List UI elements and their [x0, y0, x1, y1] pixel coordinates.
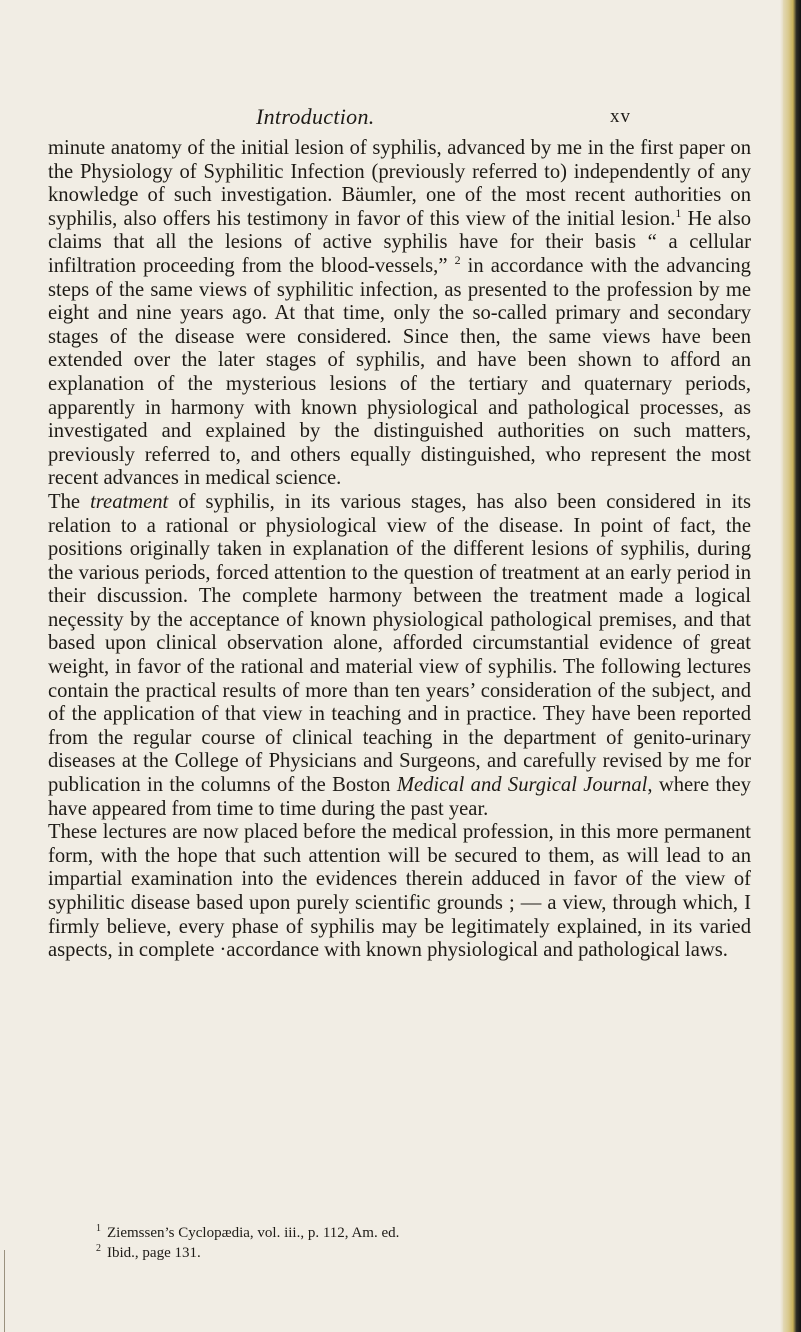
footnotes: [96, 1223, 696, 1263]
text-segment: , where they have appeared from time to time during the past year.: [48, 774, 751, 820]
text-segment: The: [48, 490, 91, 513]
paragraph: [48, 491, 751, 821]
text-segment: These lectures are now placed before the medical profession, in this more permanent form, with the hope that such attention will be secured to them, as will lead to an impartial examination into the evidences therein adduced in favor of the view of syphilitic disease based upon purely scientific grounds ; — a view, through which, I firmly believe, every phase of syphilis may be legitimately explained, in its varied aspects, in complete ·accordance with known physiological and pathological laws.: [48, 821, 751, 962]
text-segment: minute anatomy of the initial lesion of syphilis, advanced by me in the first paper on the Physiology of Syphilitic Infection (previously referred to) independently of any knowledge of such investigation. Bäumler, one of the most recent authorities on syphilis, also offers his testimony in favor of this view of the initial lesion.: [48, 137, 751, 230]
text-segment: He also claims that all the lesions of active syphilis have for their basis “ a cellular infiltration proceeding from the blood-vessels,”: [48, 207, 752, 277]
footnote-reference: 2: [454, 253, 461, 268]
running-head: [0, 104, 801, 134]
book-spine: [783, 0, 801, 1332]
text-segment: of syphilis, in its various stages, has also been considered in its relation to a rational or physiological view of the disease. In point of fact, the positions originally taken in explanation of the different lesions of syphilis, during the various periods, forced attention to the question of treatment at an early period in their discussion. The complete harmony between the treatment made a logical neçessity by the acceptance of known physiological pathological premises, and that based upon clinical observation alone, afforded circumstantial evidence of great weight, in favor of the rational and material view of syphilis. The following lectures contain the practical results of more than ten years’ consideration of the subject, and of the application of that view in teaching and in practice. They have been reported from the regular course of clinical teaching in the department of genito-urinary diseases at the College of Physicians and Surgeons, and carefully revised by me for publication in the columns of the Boston: [48, 490, 751, 797]
page-number: xv: [610, 106, 631, 127]
body-text: [48, 137, 751, 963]
italic-text: Medical and Surgical Journal: [396, 774, 648, 797]
footnote-reference: 1: [675, 205, 682, 220]
italic-text: treatment: [90, 490, 169, 513]
footnote-text: Ibid., page 131.: [107, 1245, 201, 1261]
running-title: Introduction.: [256, 104, 375, 129]
footnote-marker: 1: [96, 1223, 101, 1234]
page-left-shadow: [4, 1250, 5, 1332]
paragraph: [48, 821, 751, 963]
footnote-marker: 2: [96, 1243, 101, 1254]
footnote-text: Ziemssen’s Cyclopædia, vol. iii., p. 112, Am. ed.: [107, 1225, 400, 1241]
paragraph: [48, 137, 751, 491]
footnote: [96, 1223, 696, 1243]
text-segment: in accordance with the advancing steps of the same views of syphilitic infection, as presented to the profession by me eight and nine years ago. At that time, only the so-called primary and secondary stages of the disease were considered. Since then, the same views have been extended over the later stages of syphilis, and have been shown to afford an explanation of the mysterious lesions of the tertiary and quaternary periods, apparently in harmony with known physiological and pathological processes, as investigated and explained by the distinguished authorities on such matters, previously referred to, and others equally distinguished, who represent the most recent advances in medical science.: [48, 254, 751, 490]
footnote: [96, 1243, 696, 1263]
